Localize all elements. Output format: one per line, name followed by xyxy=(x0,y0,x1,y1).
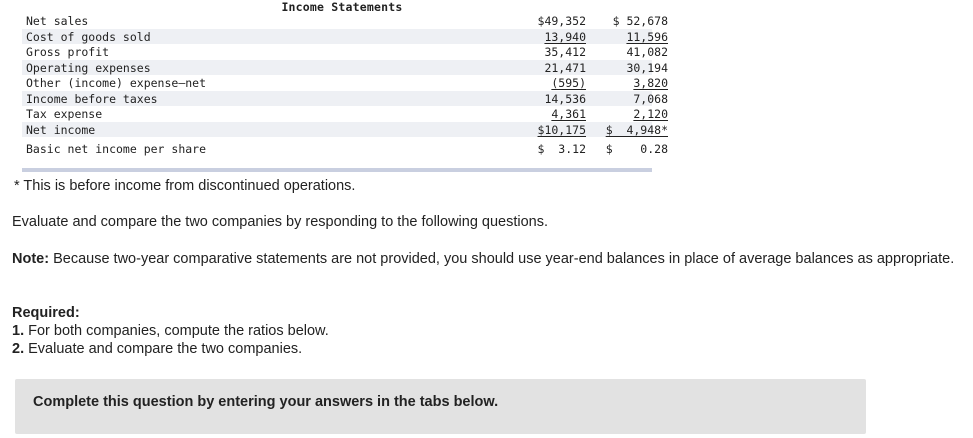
row-label: Net sales xyxy=(26,14,89,28)
row-label: Tax expense xyxy=(26,107,103,121)
complete-question-text: Complete this question by entering your answers in the tabs below. xyxy=(33,394,499,410)
company-1-value: (595) xyxy=(551,76,586,90)
table-row xyxy=(22,122,668,138)
table-row xyxy=(22,141,668,157)
note-label: Note: xyxy=(12,251,50,267)
company-1-value: 35,412 xyxy=(544,45,586,59)
company-2-value: 41,082 xyxy=(626,45,668,59)
company-1-value: $10,175 xyxy=(537,122,586,137)
instruction-text: Evaluate and compare the two companies by responding to the following questions. xyxy=(12,214,549,230)
row-label: Gross profit xyxy=(26,45,110,59)
table-row xyxy=(22,44,668,60)
row-label: Cost of goods sold xyxy=(26,29,151,44)
note-text: Because two-year comparative statements are not provided, you should use year-end balances in place of average balances as appropriate. xyxy=(49,251,955,267)
table-row xyxy=(22,106,668,122)
company-1-value: 21,471 xyxy=(544,60,586,75)
table-row xyxy=(22,60,668,76)
row-label: Income before taxes xyxy=(26,91,158,106)
company-2-value: 2,120 xyxy=(633,107,668,121)
required-section xyxy=(12,304,329,358)
footnote: * This is before income from discontinued operations. xyxy=(14,178,356,194)
required-item-number: 1. xyxy=(12,323,25,339)
company-1-value: $49,352 xyxy=(537,14,586,28)
company-2-value: 30,194 xyxy=(626,60,668,75)
company-2-value: 7,068 xyxy=(633,91,668,106)
income-statement-table xyxy=(22,13,668,173)
table-row xyxy=(22,91,668,107)
table-row xyxy=(22,75,668,91)
row-label: Other (income) expense—net xyxy=(26,76,207,90)
company-2-value: $ 4,948* xyxy=(605,122,668,137)
company-1-value: 13,940 xyxy=(544,29,586,44)
complete-question-banner xyxy=(15,379,866,434)
required-item-number: 2. xyxy=(12,341,25,357)
required-item xyxy=(12,322,329,340)
note-paragraph xyxy=(12,250,957,268)
row-label: Operating expenses xyxy=(26,60,151,75)
row-label: Net income xyxy=(26,122,96,137)
company-2-value: $ 0.28 xyxy=(605,142,668,156)
table-row xyxy=(22,13,668,29)
statement-title: Income Statements xyxy=(281,0,403,14)
table-bottom-rule xyxy=(22,168,652,172)
company-2-value: 3,820 xyxy=(633,76,668,90)
table-row xyxy=(22,29,668,45)
row-label: Basic net income per share xyxy=(26,142,207,156)
company-1-value: 14,536 xyxy=(544,91,586,106)
company-1-value: $ 3.12 xyxy=(537,142,586,156)
company-2-value: 11,596 xyxy=(626,29,668,44)
required-item xyxy=(12,340,329,358)
company-2-value: $ 52,678 xyxy=(612,14,668,28)
company-1-value: 4,361 xyxy=(551,107,586,121)
required-item-text: For both companies, compute the ratios below. xyxy=(24,323,329,339)
required-heading: Required: xyxy=(12,305,80,321)
required-item-text: Evaluate and compare the two companies. xyxy=(24,341,303,357)
